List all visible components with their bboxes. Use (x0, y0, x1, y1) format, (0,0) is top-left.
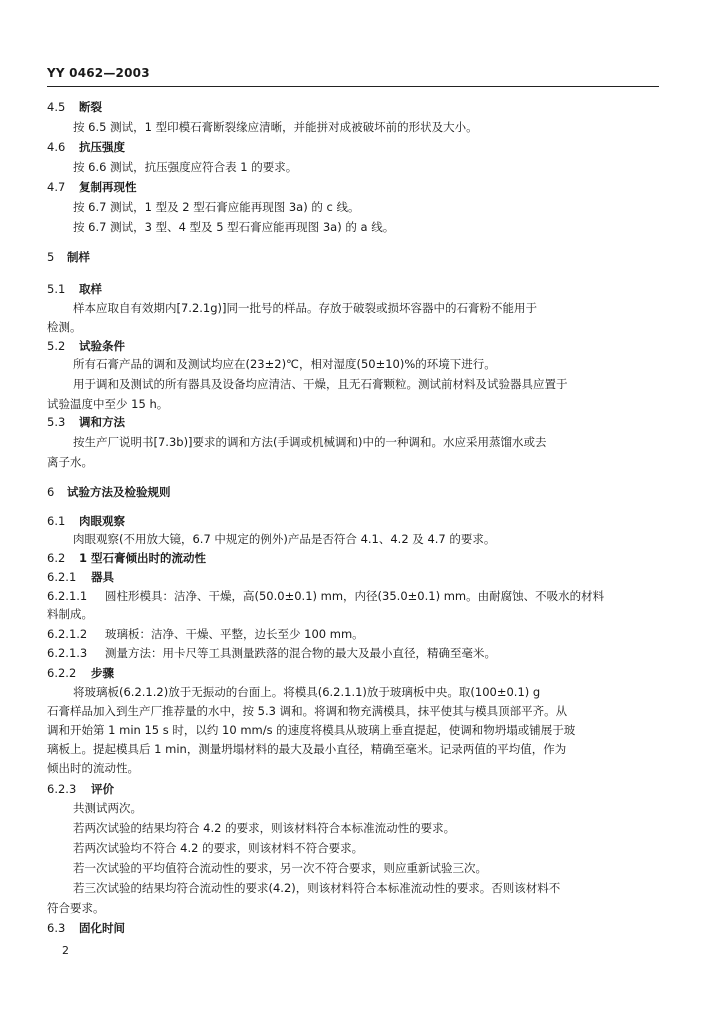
header-divider (47, 86, 659, 87)
clause-text: 玻璃板：洁净、干燥、平整，边长至少 100 mm。 (105, 627, 364, 641)
paragraph: 按 6.6 测试，抗压强度应符合表 1 的要求。 (73, 160, 298, 174)
chapter-title: 制样 (67, 250, 90, 264)
paragraph: 按 6.7 测试，3 型、4 型及 5 型石膏应能再现图 3a) 的 a 线。 (73, 220, 395, 234)
paragraph: 按 6.7 测试，1 型及 2 型石膏应能再现图 3a) 的 c 线。 (73, 200, 360, 214)
paragraph-continuation: 离子水。 (47, 455, 93, 469)
section-title: 取样 (79, 282, 102, 296)
paragraph-continuation: 璃板上。提起模具后 1 min，测量坍塌材料的最大及最小直径，精确至毫米。记录两值的平均值，作为 (47, 742, 567, 756)
section-5-3-heading (47, 415, 125, 429)
paragraph: 共测试两次。 (73, 801, 142, 815)
section-number: 5.3 (47, 415, 66, 429)
chapter-title: 试验方法及检验规则 (67, 485, 171, 499)
chapter-number: 5 (47, 250, 55, 264)
page-number: 2 (62, 944, 69, 957)
section-number: 4.6 (47, 140, 66, 154)
clause-number: 6.2.1.1 (47, 589, 88, 603)
chapter-number: 6 (47, 485, 55, 499)
paragraph: 按生产厂说明书[7.3b)]要求的调和方法(手调或机械调和)中的一种调和。水应采用蒸馏水或去 (73, 435, 547, 449)
paragraph: 若两次试验的结果均符合 4.2 的要求，则该材料符合本标准流动性的要求。 (73, 821, 456, 835)
section-title: 1 型石膏倾出时的流动性 (79, 551, 207, 565)
standard-number-header: YY 0462—2003 (47, 66, 150, 80)
paragraph: 若两次试验均不符合 4.2 的要求，则该材料不符合要求。 (73, 841, 364, 855)
section-number: 6.3 (47, 921, 66, 935)
section-5-1-heading (47, 282, 102, 296)
section-6-2-3-heading (47, 782, 114, 796)
section-number: 6.2.1 (47, 570, 77, 584)
paragraph: 将玻璃板(6.2.1.2)放于无振动的台面上。将模具(6.2.1.1)放于玻璃板中央。取(100±0.1) g (73, 685, 541, 699)
section-number: 5.1 (47, 282, 66, 296)
section-number: 6.2.2 (47, 666, 77, 680)
section-title: 断裂 (79, 100, 102, 114)
section-4-5-heading (47, 100, 102, 114)
section-4-7-heading (47, 180, 137, 194)
section-number: 4.7 (47, 180, 66, 194)
chapter-5-heading (47, 250, 90, 264)
section-number: 6.2.3 (47, 782, 77, 796)
clause-text: 圆柱形模具：洁净、干燥，高(50.0±0.1) mm，内径(35.0±0.1) mm。由耐腐蚀、不吸水的材料 (105, 589, 605, 603)
section-number: 4.5 (47, 100, 66, 114)
paragraph-continuation: 料制成。 (47, 607, 93, 621)
section-6-1-heading (47, 514, 125, 528)
section-title: 调和方法 (79, 415, 125, 429)
paragraph: 若一次试验的平均值符合流动性的要求，另一次不符合要求，则应重新试验三次。 (73, 861, 487, 875)
clause-6-2-1-3 (47, 646, 496, 660)
paragraph-continuation: 符合要求。 (47, 901, 105, 915)
section-number: 5.2 (47, 339, 66, 353)
section-5-2-heading (47, 339, 125, 353)
section-title: 复制再现性 (79, 180, 137, 194)
clause-number: 6.2.1.3 (47, 646, 88, 660)
paragraph-continuation: 石膏样品加入到生产厂推荐量的水中，按 5.3 调和。将调和物充满模具，抹平使其与模具顶部平齐。从 (47, 704, 568, 718)
paragraph-continuation: 倾出时的流动性。 (47, 761, 139, 775)
section-6-2-heading (47, 551, 206, 565)
section-title: 步骤 (91, 666, 114, 680)
section-title: 抗压强度 (79, 140, 125, 154)
section-title: 固化时间 (79, 921, 125, 935)
section-4-6-heading (47, 140, 125, 154)
section-number: 6.2 (47, 551, 66, 565)
clause-6-2-1-2 (47, 627, 364, 641)
section-title: 肉眼观察 (79, 514, 125, 528)
section-6-3-heading (47, 921, 125, 935)
paragraph: 样本应取自有效期内[7.2.1g)]同一批号的样品。存放于破裂或损坏容器中的石膏粉不能用于 (73, 301, 538, 315)
paragraph-continuation: 检测。 (47, 320, 82, 334)
section-number: 6.1 (47, 514, 66, 528)
paragraph: 按 6.5 测试，1 型印模石膏断裂缘应清晰，并能拼对成被破坏前的形状及大小。 (73, 120, 478, 134)
section-title: 器具 (91, 570, 114, 584)
paragraph-continuation: 调和开始第 1 min 15 s 时，以约 10 mm/s 的速度将模具从玻璃上垂直提起，使调和物坍塌或铺展于玻 (47, 723, 576, 737)
clause-text: 测量方法：用卡尺等工具测量跌落的混合物的最大及最小直径，精确至毫米。 (105, 646, 496, 660)
paragraph-continuation: 试验温度中至少 15 h。 (47, 397, 169, 411)
chapter-6-heading (47, 485, 171, 499)
paragraph: 肉眼观察(不用放大镜，6.7 中规定的例外)产品是否符合 4.1、4.2 及 4.7 的要求。 (73, 532, 496, 546)
clause-6-2-1-1 (47, 589, 604, 603)
section-6-2-1-heading (47, 570, 114, 584)
clause-number: 6.2.1.2 (47, 627, 88, 641)
paragraph: 用于调和及测试的所有器具及设备均应清洁、干燥，且无石膏颗粒。测试前材料及试验器具应置于 (73, 377, 568, 391)
section-6-2-2-heading (47, 666, 114, 680)
section-title: 评价 (91, 782, 114, 796)
paragraph: 所有石膏产品的调和及测试均应在(23±2)℃，相对湿度(50±10)%的环境下进行。 (73, 357, 496, 371)
section-title: 试验条件 (79, 339, 125, 353)
paragraph: 若三次试验的结果均符合流动性的要求(4.2)，则该材料符合本标准流动性的要求。否则该材料不 (73, 881, 561, 895)
